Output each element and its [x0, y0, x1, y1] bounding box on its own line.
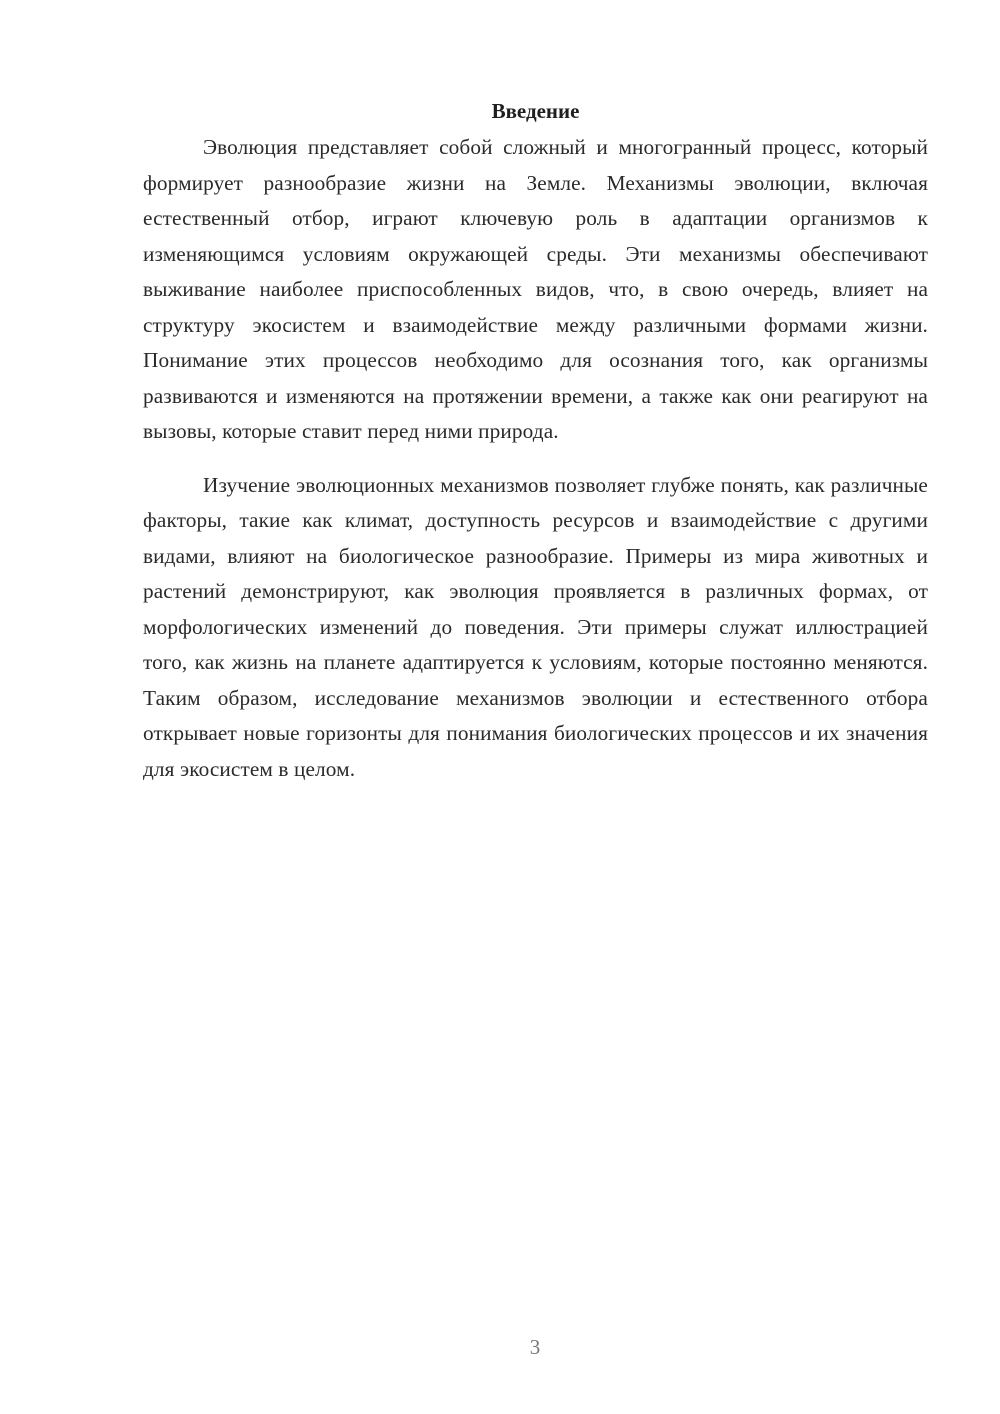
- paragraph-2: Изучение эволюционных механизмов позволяет глубже понять, как различные факторы, такие как климат, доступность ресурсов и взаимодействие с другими видами, влияют на биологическое разнообразие. Примеры из мира животных и растений демонстрируют, как эволюция проявляется в различных формах, от морфологических изменений до поведения. Эти примеры служат иллюстрацией того, как жизнь на планете адаптируется к условиям, которые постоянно меняются. Таким образом, исследование механизмов эволюции и естественного отбора открывает новые горизонты для понимания биологических процессов и их значения для экосистем в целом.: [143, 472, 928, 781]
- paragraph-1: Эволюция представляет собой сложный и многогранный процесс, который формирует разнообразие жизни на Земле. Механизмы эволюции, включая естественный отбор, играют ключевую роль в адаптации организмов к изменяющимся условиям окружающей среды. Эти механизмы обеспечивают выживание наиболее приспособленных видов, что, в свою очередь, влияет на структуру экосистем и взаимодействие между различными формами жизни. Понимание этих процессов необходимо для осознания того, как организмы развиваются и изменяются на протяжении времени, а также как они реагируют на вызовы, которые ставит перед ними природа.: [143, 135, 928, 443]
- section-title: Введение: [491, 99, 580, 123]
- page-number: 3: [529, 1335, 541, 1359]
- page-content: [143, 96, 928, 787]
